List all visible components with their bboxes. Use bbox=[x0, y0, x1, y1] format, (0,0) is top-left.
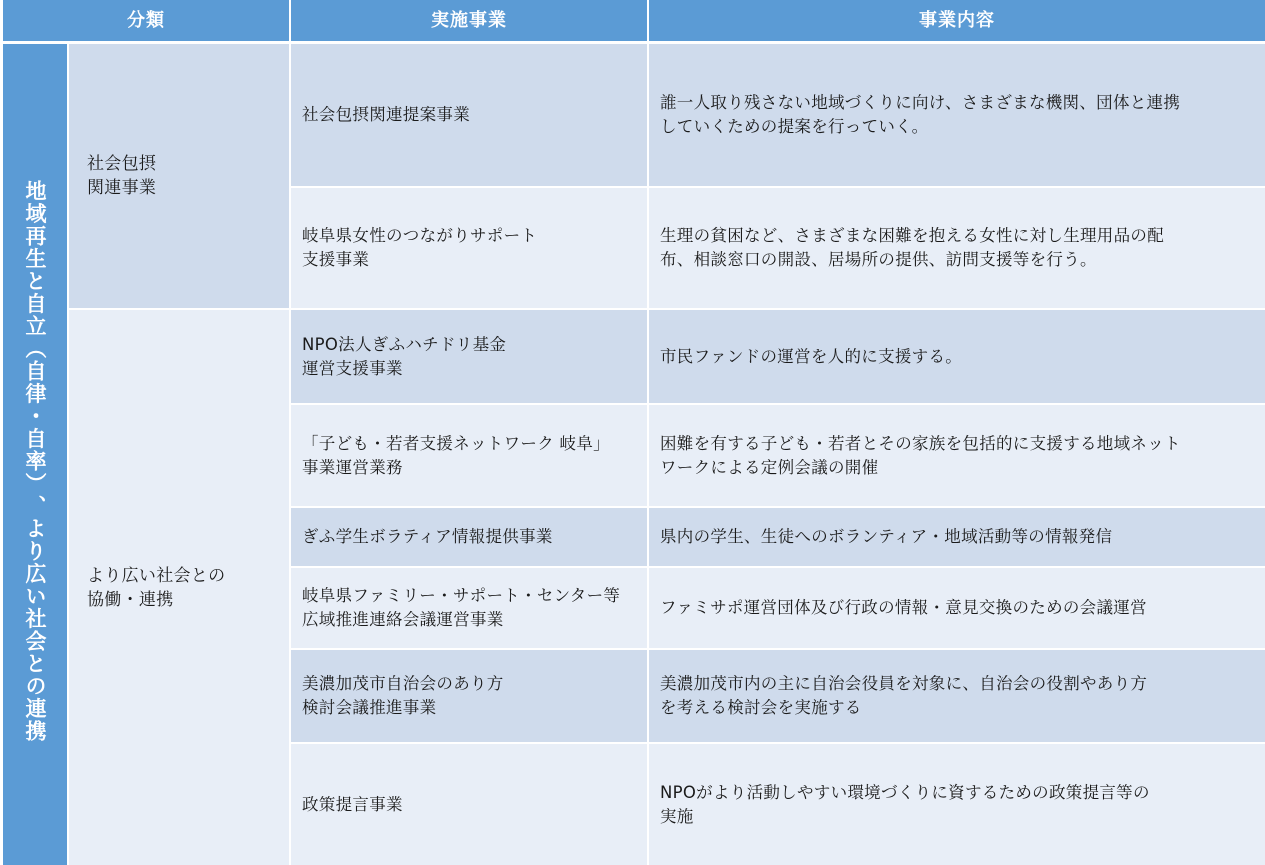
project-cell: 社会包摂関連提案事業 bbox=[291, 44, 647, 186]
project-cell: ぎふ学生ボラティア情報提供事業 bbox=[291, 508, 647, 566]
content-cell: 生理の貧困など、さまざまな困難を抱える女性に対し生理用品の配 布、相談窓口の開設、居場所の提供、訪問支援等を行う。 bbox=[649, 188, 1265, 308]
project-cell: NPO法人ぎふハチドリ基金 運営支援事業 bbox=[291, 310, 647, 403]
content-cell: 市民ファンドの運営を人的に支援する。 bbox=[649, 310, 1265, 403]
header-content: 事業内容 bbox=[649, 0, 1265, 41]
project-cell: 岐阜県ファミリー・サポート・センター等 広域推進連絡会議運営事業 bbox=[291, 568, 647, 648]
content-cell: 県内の学生、生徒へのボランティア・地域活動等の情報発信 bbox=[649, 508, 1265, 566]
content-cell: 困難を有する子ども・若者とその家族を包括的に支援する地域ネット ワークによる定例会議の開催 bbox=[649, 405, 1265, 506]
sub-category-social-inclusion: 社会包摂 関連事業 bbox=[69, 44, 289, 308]
content-cell: 誰一人取り残さない地域づくりに向け、さまざまな機関、団体と連携 していくための提案を行っていく。 bbox=[649, 44, 1265, 186]
project-cell: 「子ども・若者支援ネットワーク 岐阜」 事業運営業務 bbox=[291, 405, 647, 506]
content-cell: NPOがより活動しやすい環境づくりに資するための政策提言等の 実施 bbox=[649, 744, 1265, 865]
content-cell: 美濃加茂市内の主に自治会役員を対象に、自治会の役割やあり方 を考える検討会を実施する bbox=[649, 650, 1265, 742]
project-cell: 美濃加茂市自治会のあり方 検討会議推進事業 bbox=[291, 650, 647, 742]
content-cell: ファミサポ運営団体及び行政の情報・意見交換のための会議運営 bbox=[649, 568, 1265, 648]
project-cell: 政策提言事業 bbox=[291, 744, 647, 865]
program-table bbox=[3, 0, 1265, 865]
header-category: 分類 bbox=[3, 0, 289, 41]
project-cell: 岐阜県女性のつながりサポート 支援事業 bbox=[291, 188, 647, 308]
header-project: 実施事業 bbox=[291, 0, 647, 41]
sub-category-collaboration: より広い社会との 協働・連携 bbox=[69, 310, 289, 865]
main-category: 地域再生と自立︵自律・自率︶、より広い社会との連携 bbox=[3, 44, 67, 865]
